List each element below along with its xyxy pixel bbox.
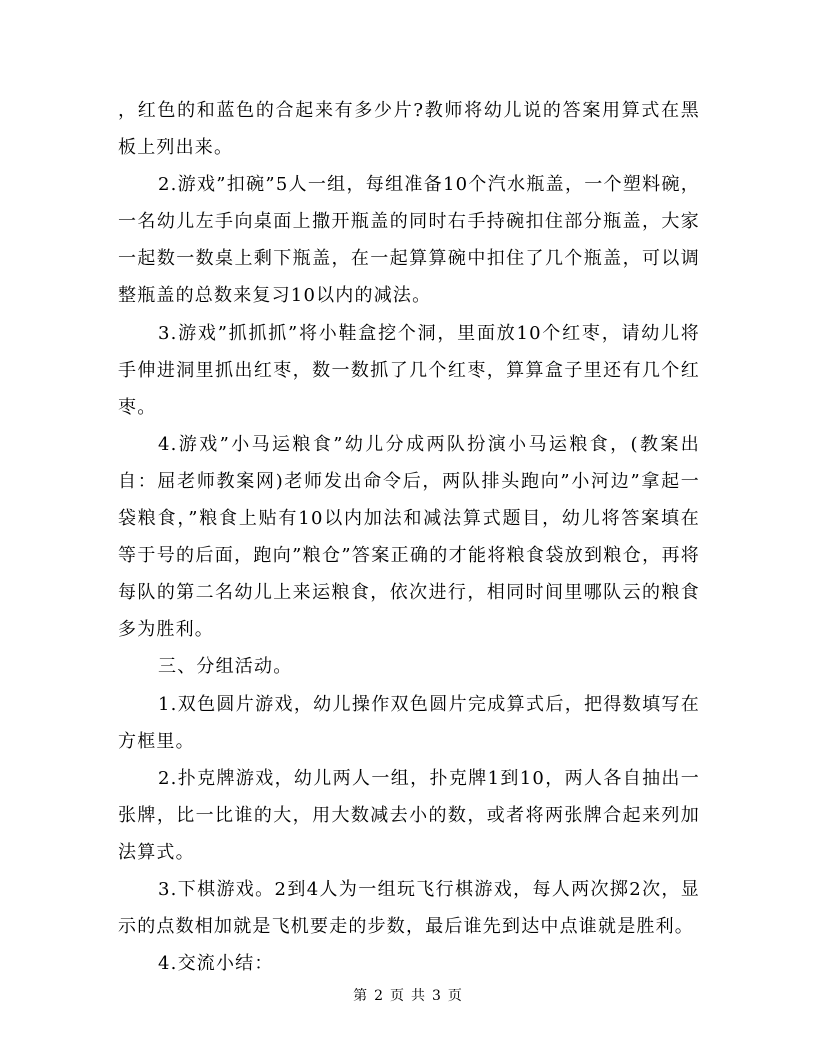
footer-label-total-unit: 页 [447,988,463,1004]
footer-label-page: 第 [353,988,369,1004]
section-heading-group-activity: 三、分组活动。 [158,656,293,678]
page-footer [0,985,816,1005]
paragraph-continuation: ，红色的和蓝色的合起来有多少片?教师将幼儿说的答案用算式在黑板上列出来。 [118,100,700,159]
paragraph-game-grab: 3.游戏”抓抓抓”将小鞋盒挖个洞，里面放10个红枣，请幼儿将手伸进洞里抓出红枣，数一数抓了几个红枣，算算盒子里还有几个红枣。 [118,322,700,418]
footer-total-pages: 3 [432,988,442,1004]
footer-label-total: 共 [411,988,426,1004]
paragraph-game-bowl: 2.游戏”扣碗”5人一组，每组准备10个汽水瓶盖，一个塑料碗，一名幼儿左手向桌面上撒开瓶盖的同时右手持碗扣住部分瓶盖，大家一起数一数桌上剩下瓶盖，在一起算算碗中扣住了几个瓶盖，可以调整瓶盖的总数来复习10以内的减法。 [118,174,700,307]
footer-current-page: 2 [374,988,384,1004]
paragraph-two-color-discs: 1.双色圆片游戏，幼儿操作双色圆片完成算式后，把得数填写在方框里。 [118,693,700,752]
paragraph-poker-game: 2.扑克牌游戏，幼儿两人一组，扑克牌1到10，两人各自抽出一张牌，比一比谁的大，用大数减去小的数，或者将两张牌合起来列加法算式。 [118,767,700,863]
paragraph-summary: 4.交流小结： [158,953,274,975]
footer-label-page-unit: 页 [390,988,405,1004]
paragraph-chess-game: 3.下棋游戏。2到4人为一组玩飞行棋游戏，每人两次掷2次，显示的点数相加就是飞机要走的步数，最后谁先到达中点谁就是胜利。 [118,878,700,938]
document-body [118,92,700,982]
paragraph-game-pony: 4.游戏”小马运粮食”幼儿分成两队扮演小马运粮食，(教案出自：屈老师教案网)老师发出命令后，两队排头跑向”小河边”拿起一袋粮食，”粮食上贴有10以内加法和减法算式题目，幼儿将答案填在等于号的后面，跑向”粮仓”答案正确的才能将粮食袋放到粮仓，再将每队的第二名幼儿上来运粮食，依次进行，相同时间里哪队云的粮食多为胜利。 [118,433,700,641]
